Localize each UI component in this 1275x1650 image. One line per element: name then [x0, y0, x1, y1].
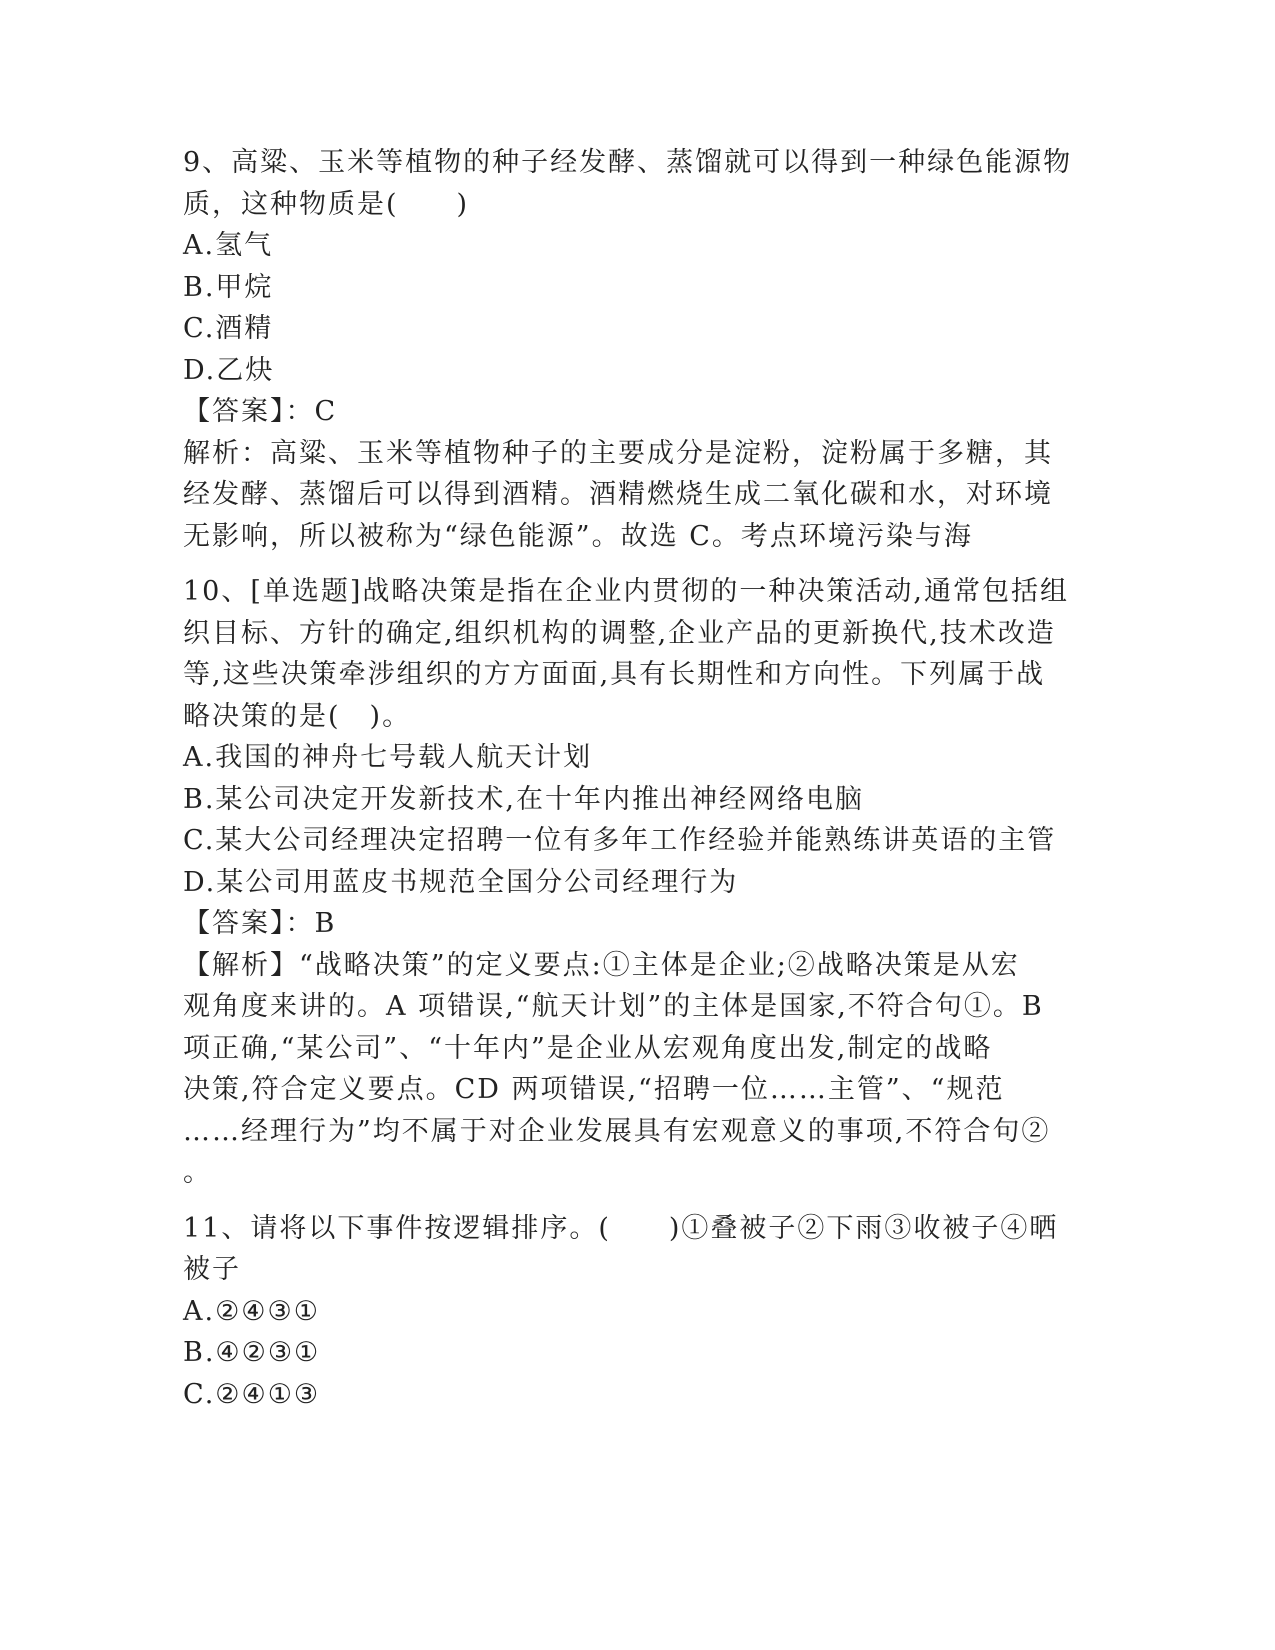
option-c: C.②④①③: [183, 1378, 321, 1410]
option-c: C.某大公司经理决定招聘一位有多年工作经验并能熟练讲英语的主管: [183, 825, 1057, 856]
option-c: C.酒精: [183, 313, 274, 344]
answer-line: 【答案】：C: [183, 396, 338, 427]
question-stem-line: 9、高粱、玉米等植物的种子经发酵、蒸馏就可以得到一种绿色能源物: [183, 147, 1073, 178]
option-b: B.④②③①: [183, 1337, 321, 1368]
explanation-line: 经发酵、蒸馏后可以得到酒精。酒精燃烧生成二氧化碳和水，对环境: [183, 479, 1053, 510]
question-stem-line: 质，这种物质是( ): [183, 188, 470, 220]
question-9: [183, 142, 1083, 557]
question-stem-line: 略决策的是( )。: [183, 700, 412, 732]
question-spacer: [183, 557, 1083, 571]
option-a: A.我国的神舟七号载人航天计划: [183, 742, 593, 773]
option-b: B.某公司决定开发新技术,在十年内推出神经网络电脑: [183, 783, 865, 815]
option-b: B.甲烷: [183, 271, 274, 303]
option-d: D.某公司用蓝皮书规范全国分公司经理行为: [183, 866, 739, 898]
question-stem-line: 织目标、方针的确定,组织机构的调整,企业产品的更新换代,技术改造: [183, 617, 1056, 649]
explanation-line: 无影响，所以被称为“绿色能源”。故选 C。考点环境污染与海: [183, 520, 973, 552]
explanation-line: 项正确,“某公司”、“十年内”是企业从宏观角度出发,制定的战略: [183, 1032, 993, 1064]
explanation-line: 解析：高粱、玉米等植物种子的主要成分是淀粉，淀粉属于多糖，其: [183, 437, 1053, 469]
explanation-line: 观角度来讲的。A 项错误,“航天计划”的主体是国家,不符合句①。B: [183, 991, 1044, 1022]
question-stem-line: 等,这些决策牵涉组织的方方面面,具有长期性和方向性。下列属于战: [183, 659, 1046, 690]
option-d: D.乙炔: [183, 354, 275, 386]
question-10: [183, 571, 1083, 1194]
question-stem-line: 被子: [183, 1254, 241, 1285]
answer-line: 【答案】：B: [183, 908, 337, 939]
question-stem-line: 11、请将以下事件按逻辑排序。( )①叠被子②下雨③收被子④晒: [183, 1212, 1059, 1244]
explanation-line: 【解析】“战略决策”的定义要点:①主体是企业;②战略决策是从宏: [183, 949, 1020, 981]
document-content: [183, 142, 1083, 1415]
question-11: [183, 1208, 1083, 1416]
explanation-line: 决策,符合定义要点。CD 两项错误,“招聘一位……主管”、“规范: [183, 1074, 1005, 1105]
option-a: A.氢气: [183, 230, 274, 261]
question-spacer: [183, 1194, 1083, 1208]
option-a: A.②④③①: [183, 1295, 320, 1327]
explanation-line: 。: [183, 1157, 212, 1188]
question-stem-line: 10、[单选题]战略决策是指在企业内贯彻的一种决策活动,通常包括组: [183, 576, 1070, 607]
explanation-line: ……经理行为”均不属于对企业发展具有宏观意义的事项,不符合句②: [183, 1115, 1051, 1147]
